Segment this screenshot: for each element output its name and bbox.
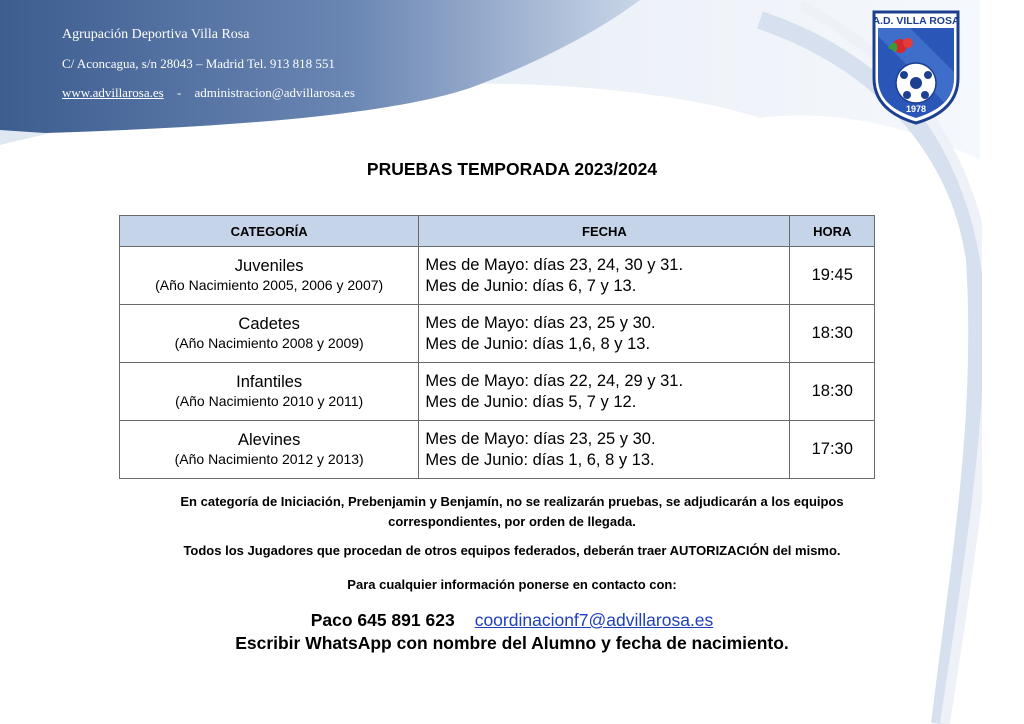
note-iniciacion: En categoría de Iniciación, Prebenjamin y Benjamín, no se realizarán pruebas, se adjudicarán a los equipos correspondientes, por orden de llegada. — [180, 494, 844, 529]
june-dates: Mes de Junio: días 5, 7 y 12. — [425, 392, 637, 411]
contact-line — [0, 610, 1024, 631]
may-dates: Mes de Mayo: días 22, 24, 29 y 31. — [425, 371, 684, 390]
table-row — [120, 421, 875, 479]
category-name: Juveniles — [234, 257, 304, 275]
category-cell — [120, 421, 419, 479]
org-email[interactable]: administracion@advillarosa.es — [194, 85, 355, 100]
logo-name: A.D. VILLA ROSA — [872, 15, 960, 27]
birth-years: (Año Nacimiento 2005, 2006 y 2007) — [155, 277, 384, 293]
table-row — [120, 247, 875, 305]
time-cell: 18:30 — [790, 305, 875, 363]
time-cell: 19:45 — [790, 247, 875, 305]
trials-table — [119, 215, 875, 479]
may-dates: Mes de Mayo: días 23, 25 y 30. — [425, 429, 656, 448]
logo-year: 1978 — [905, 104, 927, 114]
table-row — [120, 305, 875, 363]
june-dates: Mes de Junio: días 6, 7 y 13. — [425, 276, 637, 295]
dates-cell — [419, 247, 790, 305]
note-federados: Todos los Jugadores que procedan de otros equipos federados, deberán traer AUTORIZACIÓN del mismo. — [183, 543, 841, 558]
website-link[interactable]: www.advillarosa.es — [62, 85, 164, 100]
time-cell: 17:30 — [790, 421, 875, 479]
header-categoria: CATEGORÍA — [120, 216, 419, 247]
may-dates: Mes de Mayo: días 23, 24, 30 y 31. — [425, 255, 684, 274]
time-cell: 18:30 — [790, 363, 875, 421]
category-name: Cadetes — [238, 315, 300, 333]
category-cell — [120, 305, 419, 363]
birth-years: (Año Nacimiento 2010 y 2011) — [175, 393, 364, 409]
category-cell — [120, 363, 419, 421]
table-header-row — [120, 216, 875, 247]
category-name: Alevines — [237, 431, 301, 449]
org-address: C/ Aconcagua, s/n 28043 – Madrid Tel. 913 818 551 — [62, 56, 335, 71]
category-name: Infantiles — [236, 373, 303, 391]
dates-cell — [419, 305, 790, 363]
contact-person: Paco 645 891 623 — [310, 610, 455, 630]
club-logo — [870, 8, 962, 126]
june-dates: Mes de Junio: días 1,6, 8 y 13. — [425, 334, 651, 353]
dates-cell — [419, 421, 790, 479]
may-dates: Mes de Mayo: días 23, 25 y 30. — [425, 313, 656, 332]
category-cell — [120, 247, 419, 305]
whatsapp-instruction: Escribir WhatsApp con nombre del Alumno y fecha de nacimiento. — [235, 633, 789, 653]
birth-years: (Año Nacimiento 2008 y 2009) — [174, 335, 364, 351]
june-dates: Mes de Junio: días 1, 6, 8 y 13. — [425, 450, 655, 469]
org-contact-line — [62, 85, 355, 101]
note-contacto: Para cualquier información ponerse en contacto con: — [347, 577, 677, 592]
birth-years: (Año Nacimiento 2012 y 2013) — [174, 451, 364, 467]
org-name: Agrupación Deportiva Villa Rosa — [62, 27, 250, 42]
page-title: PRUEBAS TEMPORADA 2023/2024 — [366, 159, 658, 179]
header-fecha: FECHA — [419, 216, 790, 247]
dates-cell — [419, 363, 790, 421]
table-row — [120, 363, 875, 421]
separator: - — [176, 85, 182, 100]
contact-email-link[interactable]: coordinacionf7@advillarosa.es — [474, 610, 714, 630]
header-hora: HORA — [790, 216, 875, 247]
